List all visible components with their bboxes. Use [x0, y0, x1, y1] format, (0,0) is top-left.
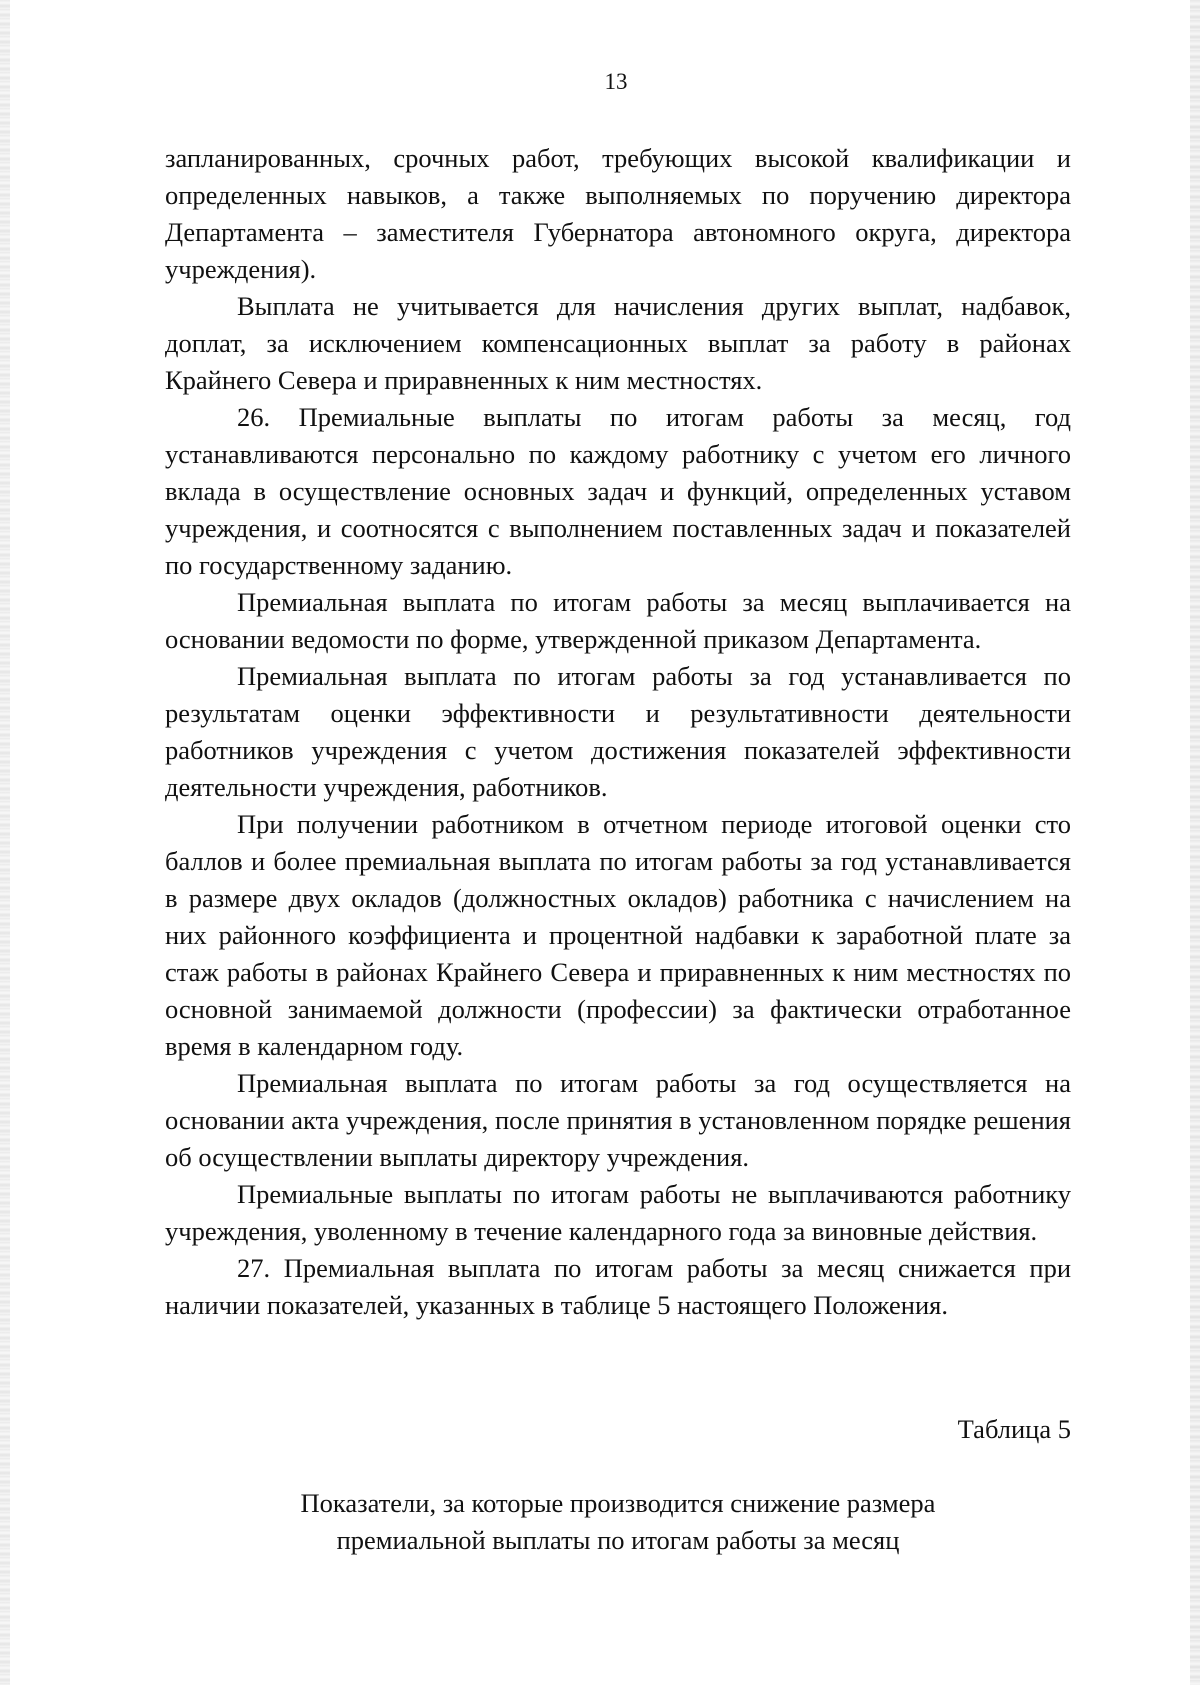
paragraph-yearly-basis: Премиальная выплата по итогам работы за год осуществляется на основании акта учреждения, после принятия в установленном порядке решения об осуществлении выплаты директору учреждения.	[165, 1068, 1071, 1172]
paragraph-hundred-points: При получении работником в отчетном периоде итоговой оценки сто баллов и более премиальная выплата по итогам работы за год устанавливается в размере двух окладов (должностных окладов) работника с начислением на них районного коэффициента и процентной надбавки к заработной плате за стаж работы в районах Крайнего Севера и приравненных к ним местностях по основной занимаемой должности (профессии) за фактически отработанное время в календарном году.	[165, 809, 1071, 1061]
paragraph-payment-not-counted: Выплата не учитывается для начисления других выплат, надбавок, доплат, за исключением компенсационных выплат за работу в районах Крайнего Севера и приравненных к ним местностях.	[165, 291, 1071, 395]
paragraph-item-26: 26. Премиальные выплаты по итогам работы за месяц, год устанавливаются персонально по каждому работнику с учетом его личного вклада в осуществление основных задач и функций, определенных уставом учреждения, и соотносятся с выполнением поставленных задач и показателей по государственному заданию.	[165, 402, 1071, 580]
paragraph-item-27: 27. Премиальная выплата по итогам работы за месяц снижается при наличии показателей, указанных в таблице 5 настоящего Положения.	[165, 1253, 1071, 1320]
table-heading	[165, 1485, 1071, 1559]
paragraph-not-paid: Премиальные выплаты по итогам работы не выплачиваются работнику учреждения, уволенному в течение календарного года за виновные действия.	[165, 1179, 1071, 1246]
scan-edge-left	[0, 0, 10, 1685]
paragraph-yearly-payment: Премиальная выплата по итогам работы за год устанавливается по результатам оценки эффективности и результативности деятельности работников учреждения с учетом достижения показателей эффективности деятельности учреждения, работников.	[165, 661, 1071, 802]
document-body	[165, 140, 1071, 1324]
table-label: Таблица 5	[957, 1414, 1071, 1444]
table-heading-line-2: премиальной выплаты по итогам работы за месяц	[336, 1525, 900, 1555]
page-number: 13	[604, 69, 628, 94]
table-heading-line-1: Показатели, за которые производится снижение размера	[300, 1488, 936, 1518]
paragraph-continuation: запланированных, срочных работ, требующих высокой квалификации и определенных навыков, а также выполняемых по поручению директора Департамента – заместителя Губернатора автономного округа, директора учреждения).	[165, 143, 1071, 284]
paragraph-monthly-payment: Премиальная выплата по итогам работы за месяц выплачивается на основании ведомости по форме, утвержденной приказом Департамента.	[165, 587, 1071, 654]
scan-edge-right	[1190, 0, 1200, 1685]
